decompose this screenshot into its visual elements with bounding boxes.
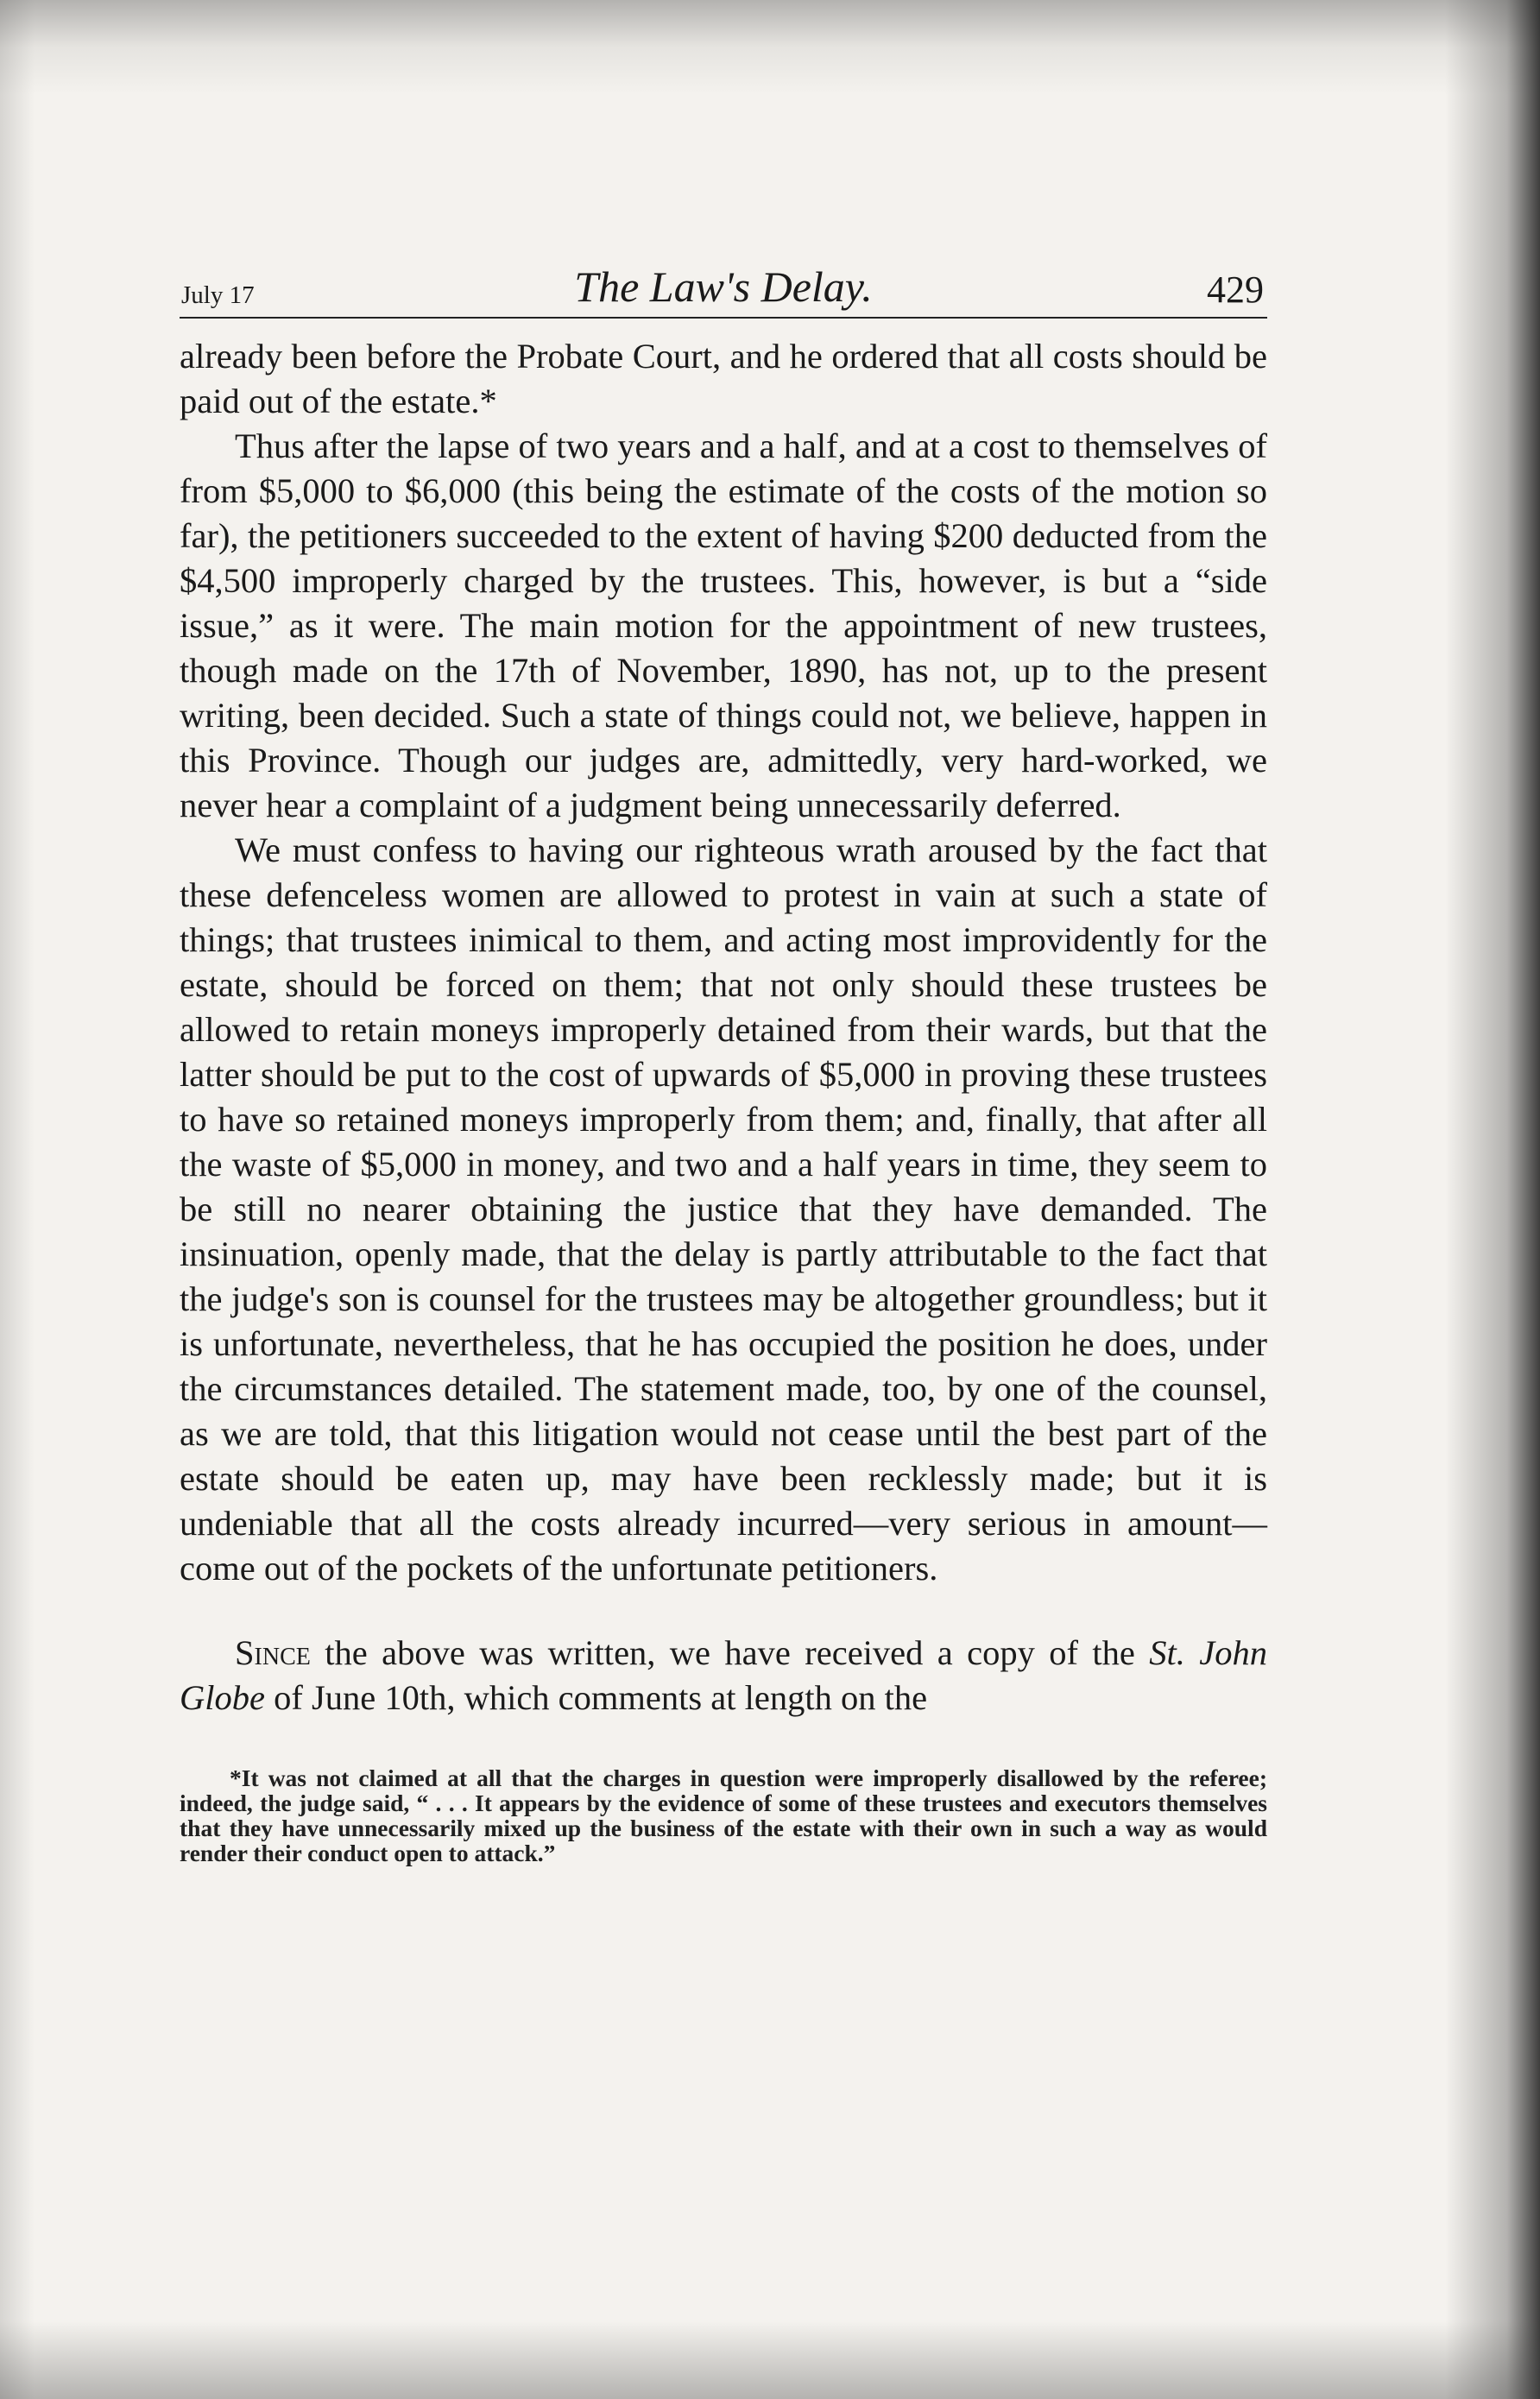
paragraph-4-text-b: of June 10th, which comments at length on the (264, 1678, 928, 1717)
article-body (180, 334, 1267, 1720)
paragraph-4-lead: Since (235, 1633, 311, 1672)
scan-shadow-top (0, 0, 1540, 95)
footnote: *It was not claimed at all that the charges in question were improperly disallowed by the referee; indeed, the judge said, “ . . . It appears by the evidence of some of these trustees and executors themselves that they have unnecessarily mixed up the business of the estate with their own in such a way as would render their conduct open to attack.” (180, 1765, 1267, 1866)
page-number: 429 (1207, 268, 1264, 311)
scan-shadow-bottom (0, 2321, 1540, 2399)
running-head (180, 263, 1267, 319)
paragraph-1: already been before the Probate Court, and he ordered that all costs should be paid out of the estate.* (180, 337, 1267, 420)
scan-shadow-right (1445, 0, 1540, 2399)
paragraph-4 (180, 1631, 1267, 1720)
paragraph-4-text-a: the above was written, we have received a copy of the (310, 1633, 1150, 1672)
section-gap (180, 1591, 1267, 1631)
paragraph-2: Thus after the lapse of two years and a half, and at a cost to themselves of from $5,000 to $6,000 (this being the estimate of the costs of the motion so far), the petitioners succeeded to the extent of having $200 deducted from the $4,500 improperly charged by the trustees. This, however, is but a “side issue,” as it were. The main motion for the appointment of new trustees, though made on the 17th of November, 1890, has not, up to the present writing, been decided. Such a state of things could not, we believe, happen in this Province. Though our judges are, admittedly, very hard-worked, we never hear a complaint of a judgment being unnecessarily deferred. (180, 426, 1267, 824)
running-head-date: July 17 (181, 281, 255, 309)
paragraph-3: We must confess to having our righteous wrath aroused by the fact that these defenceless women are allowed to protest in vain at such a state of things; that trustees inimical to them, and acting most improvidently for the estate, should be forced on them; that not only should these trustees be allowed to retain moneys improperly detained from their wards, but that the latter should be put to the cost of upwards of $5,000 in proving these trustees to have so retained moneys improperly from them; and, finally, that after all the waste of $5,000 in money, and two and a half years in time, they seem to be still no nearer obtaining the justice that they have demanded. The insinuation, openly made, that the delay is partly attributable to the fact that the judge's son is counsel for the trustees may be altogether groundless; but it is unfortunate, nevertheless, that he has occupied the position he does, under the circumstances detailed. The statement made, too, by one of the counsel, as we are told, that this litigation would not cease until the best part of the estate should be eaten up, may have been recklessly made; but it is undeniable that all the costs already incurred—very serious in amount—come out of the pockets of the unfortunate petitioners. (180, 830, 1267, 1588)
scan-shadow-left (0, 0, 35, 2399)
newspaper-title: St. John Globe (180, 1633, 1267, 1717)
book-page (180, 263, 1267, 1866)
running-head-title: The Law's Delay. (574, 262, 873, 311)
